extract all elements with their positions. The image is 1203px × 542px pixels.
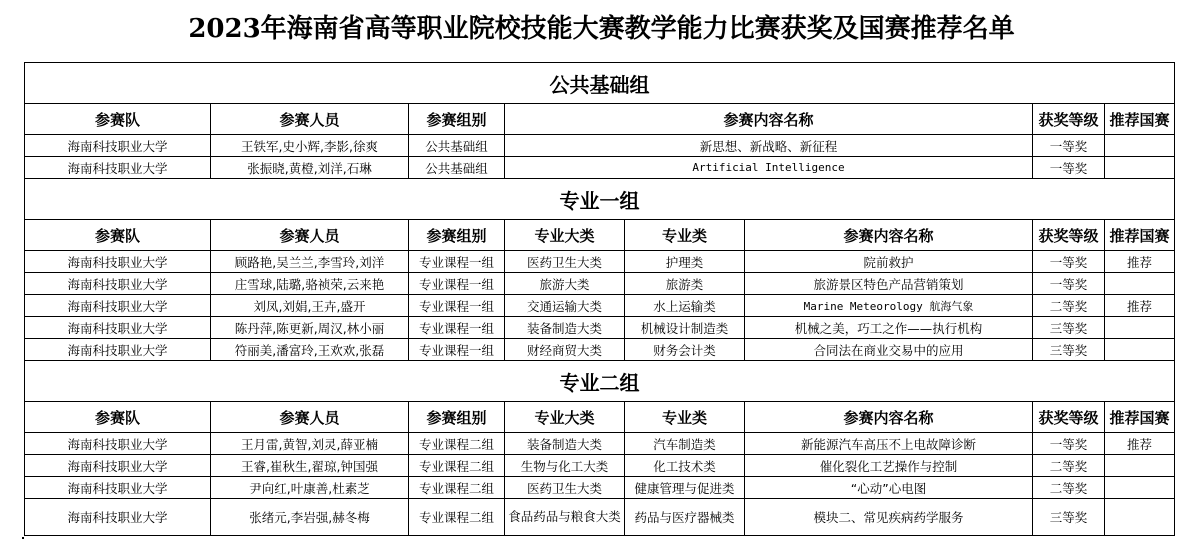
table-cell: 海南科技职业大学 xyxy=(25,273,211,295)
table-cell: 一等奖 xyxy=(1033,251,1105,273)
table-row xyxy=(25,339,1175,361)
table-cell: 陈丹萍,陈更新,周汉,林小丽 xyxy=(211,317,409,339)
header-row-major2 xyxy=(25,402,1175,433)
table-cell: 专业课程一组 xyxy=(409,273,505,295)
table-cell: 王月雷,黄智,刘灵,薛亚楠 xyxy=(211,433,409,455)
table-cell: 健康管理与促进类 xyxy=(625,477,745,499)
column-header: 参赛内容名称 xyxy=(745,220,1033,251)
column-header: 获奖等级 xyxy=(1033,220,1105,251)
table-cell: 海南科技职业大学 xyxy=(25,339,211,361)
table-cell: 海南科技职业大学 xyxy=(25,499,211,536)
table-cell: 专业课程二组 xyxy=(409,477,505,499)
table-cell: “心动”心电图 xyxy=(745,477,1033,499)
table-row xyxy=(25,251,1175,273)
table-cell: 顾路艳,吴兰兰,李雪玲,刘洋 xyxy=(211,251,409,273)
column-header: 参赛组别 xyxy=(409,402,505,433)
table-cell: 生物与化工大类 xyxy=(505,455,625,477)
header-row-major1 xyxy=(25,220,1175,251)
table-cell: 公共基础组 xyxy=(409,135,505,157)
table-row xyxy=(25,295,1175,317)
table-cell: 海南科技职业大学 xyxy=(25,251,211,273)
table-row xyxy=(25,273,1175,295)
column-header: 参赛人员 xyxy=(211,220,409,251)
column-header: 参赛内容名称 xyxy=(505,104,1033,135)
column-header: 参赛队 xyxy=(25,220,211,251)
table-row xyxy=(25,317,1175,339)
table-cell: 尹向红,叶康善,杜素芝 xyxy=(211,477,409,499)
table-cell: 海南科技职业大学 xyxy=(25,433,211,455)
table-cell: 专业课程二组 xyxy=(409,433,505,455)
table-cell: 新思想、新战略、新征程 xyxy=(505,135,1033,157)
table-cell: 符丽美,潘富玲,王欢欢,张磊 xyxy=(211,339,409,361)
table-cell: 交通运输大类 xyxy=(505,295,625,317)
table-cell: 合同法在商业交易中的应用 xyxy=(745,339,1033,361)
table-cell: 旅游景区特色产品营销策划 xyxy=(745,273,1033,295)
table-cell: 财务会计类 xyxy=(625,339,745,361)
table-cell: 汽车制造类 xyxy=(625,433,745,455)
table-cell: 药品与医疗器械类 xyxy=(625,499,745,536)
table-cell xyxy=(1105,317,1175,339)
table-cell: 专业课程一组 xyxy=(409,317,505,339)
table-cell: 食品药品与粮食大类 xyxy=(505,499,625,536)
column-header: 推荐国赛 xyxy=(1105,104,1175,135)
table-cell xyxy=(1105,477,1175,499)
table-cell: 三等奖 xyxy=(1033,317,1105,339)
table-row xyxy=(25,157,1175,179)
table-cell xyxy=(1105,273,1175,295)
table-row xyxy=(25,135,1175,157)
table-row xyxy=(25,433,1175,455)
section-title-major1: 专业一组 xyxy=(25,179,1175,220)
table-cell: 装备制造大类 xyxy=(505,433,625,455)
table-cell: 模块二、常见疾病药学服务 xyxy=(745,499,1033,536)
table-cell: 一等奖 xyxy=(1033,157,1105,179)
column-header: 参赛组别 xyxy=(409,104,505,135)
table-cell: 海南科技职业大学 xyxy=(25,157,211,179)
table-cell xyxy=(1105,499,1175,536)
column-header: 参赛内容名称 xyxy=(745,402,1033,433)
table-cell xyxy=(1105,135,1175,157)
column-header: 参赛人员 xyxy=(211,402,409,433)
table-cell: 专业课程一组 xyxy=(409,251,505,273)
column-header: 专业大类 xyxy=(505,220,625,251)
table-cell: 二等奖 xyxy=(1033,477,1105,499)
table-cell: 专业课程一组 xyxy=(409,295,505,317)
table-cell xyxy=(1105,339,1175,361)
table-cell: 财经商贸大类 xyxy=(505,339,625,361)
table-cell: 公共基础组 xyxy=(409,157,505,179)
table-cell: 医药卫生大类 xyxy=(505,477,625,499)
table-cell: 海南科技职业大学 xyxy=(25,295,211,317)
table-row xyxy=(25,455,1175,477)
column-header: 参赛队 xyxy=(25,402,211,433)
table-cell: 张振晓,黄橙,刘洋,石琳 xyxy=(211,157,409,179)
table-cell: 一等奖 xyxy=(1033,433,1105,455)
column-header: 获奖等级 xyxy=(1033,402,1105,433)
column-header: 专业大类 xyxy=(505,402,625,433)
table-cell: 推荐 xyxy=(1105,295,1175,317)
table-cell: 机械之美，巧工之作——执行机构 xyxy=(745,317,1033,339)
table-cell: 海南科技职业大学 xyxy=(25,317,211,339)
table-cell: 装备制造大类 xyxy=(505,317,625,339)
column-header: 推荐国赛 xyxy=(1105,402,1175,433)
corner-mark xyxy=(22,537,24,539)
table-cell: 二等奖 xyxy=(1033,455,1105,477)
table-cell: 海南科技职业大学 xyxy=(25,455,211,477)
table-cell: 推荐 xyxy=(1105,433,1175,455)
table-cell: 旅游大类 xyxy=(505,273,625,295)
table-cell: 王铁军,史小辉,李影,徐爽 xyxy=(211,135,409,157)
table-cell: 张绪元,李岩强,赫冬梅 xyxy=(211,499,409,536)
table-cell: 化工技术类 xyxy=(625,455,745,477)
table-cell: 一等奖 xyxy=(1033,273,1105,295)
column-header: 获奖等级 xyxy=(1033,104,1105,135)
award-table xyxy=(24,62,1175,536)
table-cell: 推荐 xyxy=(1105,251,1175,273)
table-cell: 专业课程一组 xyxy=(409,339,505,361)
table-cell: 专业课程二组 xyxy=(409,499,505,536)
table-row xyxy=(25,499,1175,536)
table-cell: 刘凤,刘娟,王卉,盛开 xyxy=(211,295,409,317)
table-cell: 二等奖 xyxy=(1033,295,1105,317)
column-header: 推荐国赛 xyxy=(1105,220,1175,251)
column-header: 参赛队 xyxy=(25,104,211,135)
section-title-public: 公共基础组 xyxy=(25,63,1175,104)
column-header: 专业类 xyxy=(625,402,745,433)
table-cell: Artificial Intelligence xyxy=(505,157,1033,179)
table-cell xyxy=(1105,455,1175,477)
table-cell: 新能源汽车高压不上电故障诊断 xyxy=(745,433,1033,455)
table-cell: 庄雪球,陆璐,骆祯荣,云来艳 xyxy=(211,273,409,295)
column-header: 参赛组别 xyxy=(409,220,505,251)
section-title-major2: 专业二组 xyxy=(25,361,1175,402)
table-cell: 护理类 xyxy=(625,251,745,273)
table-cell: 旅游类 xyxy=(625,273,745,295)
table-cell xyxy=(1105,157,1175,179)
table-cell: 海南科技职业大学 xyxy=(25,135,211,157)
table-cell: 院前救护 xyxy=(745,251,1033,273)
column-header: 参赛人员 xyxy=(211,104,409,135)
table-cell: 水上运输类 xyxy=(625,295,745,317)
table-cell: 一等奖 xyxy=(1033,135,1105,157)
table-cell: 海南科技职业大学 xyxy=(25,477,211,499)
table-cell: 三等奖 xyxy=(1033,499,1105,536)
table-cell: 三等奖 xyxy=(1033,339,1105,361)
table-cell: 机械设计制造类 xyxy=(625,317,745,339)
header-row-public xyxy=(25,104,1175,135)
table-cell: Marine Meteorology 航海气象 xyxy=(745,295,1033,317)
table-cell: 王睿,崔秋生,翟琼,钟国强 xyxy=(211,455,409,477)
table-cell: 催化裂化工艺操作与控制 xyxy=(745,455,1033,477)
table-cell: 专业课程二组 xyxy=(409,455,505,477)
table-row xyxy=(25,477,1175,499)
table-cell: 医药卫生大类 xyxy=(505,251,625,273)
column-header: 专业类 xyxy=(625,220,745,251)
document-title: 2023年海南省高等职业院校技能大赛教学能力比赛获奖及国赛推荐名单 xyxy=(188,14,1015,44)
